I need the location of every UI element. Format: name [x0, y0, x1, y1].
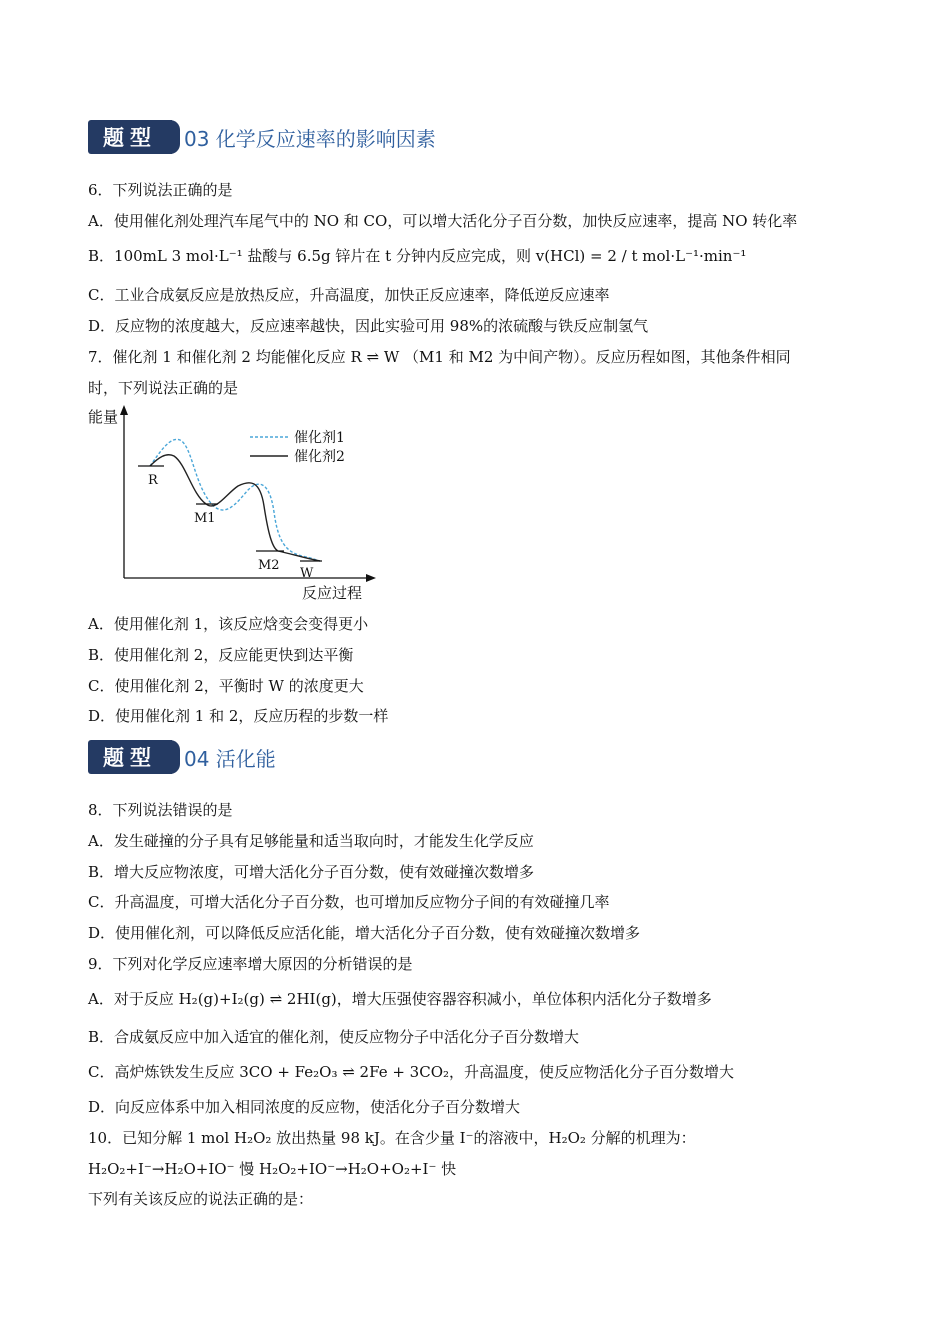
- question-7-option-a: A．使用催化剂 1，该反应焓变会变得更小: [88, 615, 369, 633]
- question-9-option-c: C．高炉炼铁发生反应 3CO + Fe₂O₃ ⇌ 2Fe + 3CO₂，升高温度，使反应物活化分子百分数增大: [88, 1063, 735, 1081]
- series-catalyst-2: [150, 455, 320, 561]
- question-7-stem-line2: 时，下列说法正确的是: [88, 379, 239, 397]
- question-6-option-c: C．工业合成氨反应是放热反应，升高温度，加快正反应速率，降低逆反应速率: [88, 286, 610, 304]
- section-tag: 题型: [88, 120, 172, 154]
- question-6-option-d: D．反应物的浓度越大，反应速率越快，因此实验可用 98%的浓硫酸与铁反应制氢气: [88, 317, 649, 335]
- question-10-stem: 10．已知分解 1 mol H₂O₂ 放出热量 98 kJ。在含少量 I⁻的溶液中，H₂O₂ 分解的机理为：: [88, 1129, 696, 1147]
- y-axis-label: 能量: [88, 408, 119, 426]
- legend-label-catalyst-1: 催化剂1: [294, 430, 345, 446]
- question-10-prompt: 下列有关该反应的说法正确的是：: [88, 1190, 314, 1208]
- question-7-stem-line1: 7．催化剂 1 和催化剂 2 均能催化反应 R ⇌ W （M1 和 M2 为中间产物）。反应历程如图，其他条件相同: [88, 348, 791, 366]
- question-7-option-c: C．使用催化剂 2，平衡时 W 的浓度更大: [88, 677, 364, 695]
- section-tag-cap: [170, 120, 180, 154]
- legend-label-catalyst-2: 催化剂2: [294, 449, 345, 465]
- energy-profile-chart: [88, 402, 378, 604]
- section-title: 04 活化能: [184, 746, 276, 771]
- question-9-stem: 9．下列对化学反应速率增大原因的分析错误的是: [88, 955, 413, 973]
- question-9-option-b: B．合成氨反应中加入适宜的催化剂，使反应物分子中活化分子百分数增大: [88, 1028, 580, 1046]
- question-8-option-a: A．发生碰撞的分子具有足够能量和适当取向时，才能发生化学反应: [88, 832, 534, 850]
- question-7-option-d: D．使用催化剂 1 和 2，反应历程的步数一样: [88, 707, 389, 725]
- label-m2: M2: [258, 558, 280, 573]
- section-banner-04: [88, 738, 276, 776]
- question-7-option-b: B．使用催化剂 2，反应能更快到达平衡: [88, 646, 354, 664]
- question-6-stem: 6．下列说法正确的是: [88, 181, 233, 199]
- section-tag-cap: [170, 740, 180, 774]
- question-8-option-c: C．升高温度，可增大活化分子百分数，也可增加反应物分子间的有效碰撞几率: [88, 893, 610, 911]
- section-banner-03: [88, 118, 436, 156]
- question-9-option-a: A．对于反应 H₂(g)+I₂(g) ⇌ 2HI(g)，增大压强使容器容积减小，单位体积内活化分子数增多: [88, 990, 712, 1008]
- label-w: W: [300, 566, 314, 581]
- question-9-option-d: D．向反应体系中加入相同浓度的反应物，使活化分子百分数增大: [88, 1098, 521, 1116]
- x-axis-arrow: [366, 574, 376, 582]
- question-6-option-b: B．100mL 3 mol·L⁻¹ 盐酸与 6.5g 锌片在 t 分钟内反应完成，则 v(HCl) = 2 / t mol·L⁻¹·min⁻¹: [88, 247, 747, 265]
- x-axis-label: 反应过程: [302, 584, 363, 602]
- question-10-mechanism: H₂O₂+I⁻→H₂O+IO⁻ 慢 H₂O₂+IO⁻→H₂O+O₂+I⁻ 快: [88, 1160, 457, 1178]
- question-8-option-b: B．增大反应物浓度，可增大活化分子百分数，使有效碰撞次数增多: [88, 863, 535, 881]
- section-title: 03 化学反应速率的影响因素: [184, 126, 436, 151]
- y-axis-arrow: [120, 405, 128, 415]
- question-8-option-d: D．使用催化剂，可以降低反应活化能，增大活化分子百分数，使有效碰撞次数增多: [88, 924, 641, 942]
- section-tag: 题型: [88, 740, 172, 774]
- label-r: R: [148, 473, 158, 488]
- question-6-option-a: A．使用催化剂处理汽车尾气中的 NO 和 CO，可以增大活化分子百分数，加快反应速率，提高 NO 转化率: [88, 212, 798, 230]
- question-8-stem: 8．下列说法错误的是: [88, 801, 233, 819]
- label-m1: M1: [194, 511, 216, 526]
